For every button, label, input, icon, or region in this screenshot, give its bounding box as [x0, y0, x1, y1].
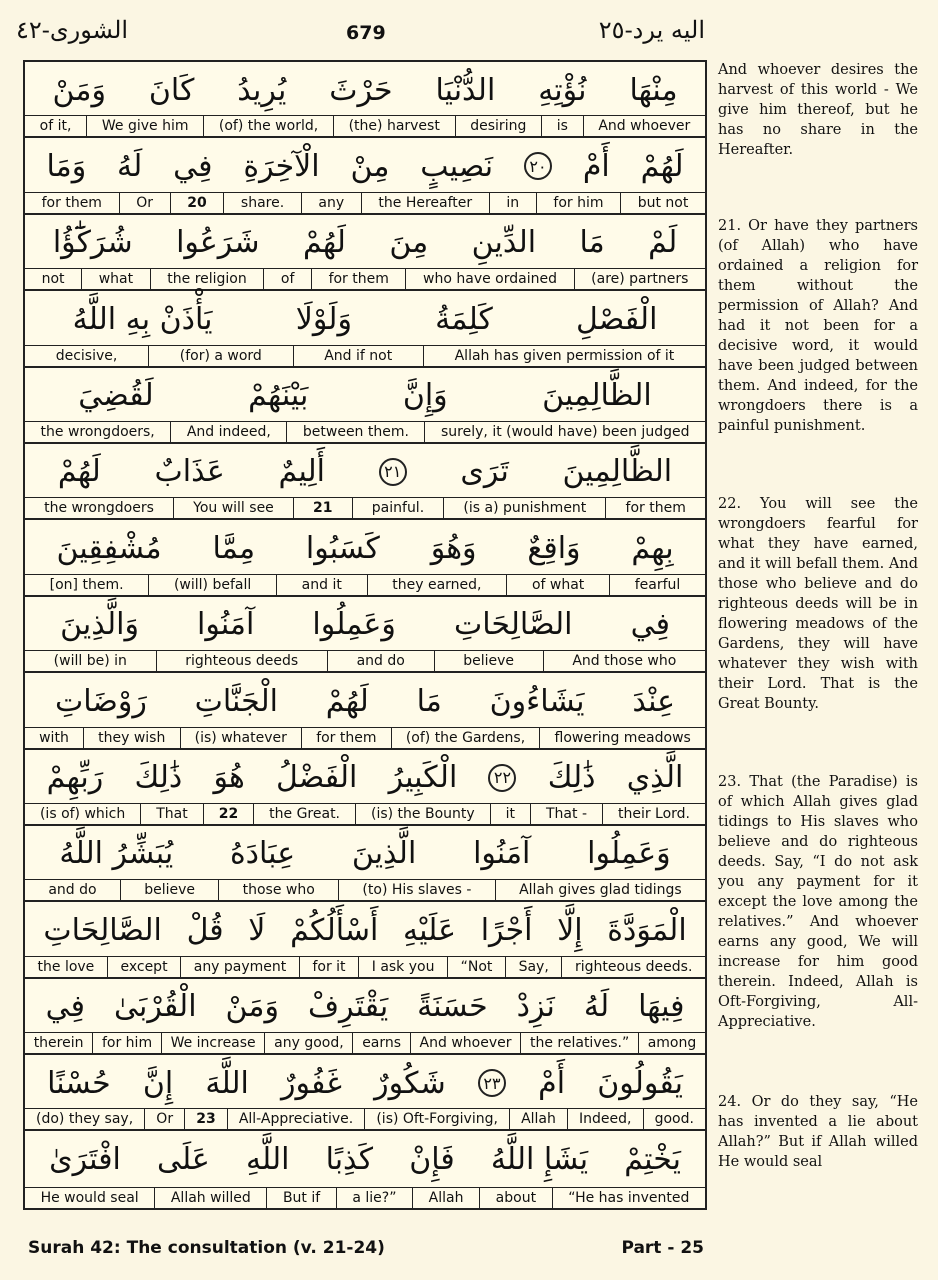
arabic-line: [25, 138, 705, 194]
arabic-word: أَمْ: [538, 1065, 566, 1101]
english-gloss-line: [25, 421, 705, 442]
english-gloss: painful.: [352, 498, 444, 518]
verse-number-marker: ٢١: [379, 458, 407, 486]
arabic-word: مِنَ: [389, 225, 429, 261]
arabic-word: إِنَّ: [142, 1065, 174, 1101]
translation-paragraph: 24. Or do they say, “He has invented a lie about Allah?” But if Allah willed He would seal: [718, 1094, 918, 1170]
arabic-word: يَخْتِمْ: [624, 1141, 681, 1177]
arabic-word: الْجَنَّاتِ: [194, 683, 278, 719]
english-gloss: (to) His slaves -: [338, 880, 495, 900]
grid-row: [25, 597, 705, 673]
arabic-line: [25, 902, 705, 958]
arabic-word: أَجْرًا: [480, 912, 533, 948]
arabic-word: لَقُضِيَ: [78, 378, 154, 414]
arabic-word: الَّذِينَ: [351, 836, 417, 872]
page-number: 679: [346, 22, 386, 44]
english-gloss: any: [301, 193, 361, 213]
arabic-word: يَقُولُونَ: [597, 1065, 683, 1101]
english-gloss: and do: [48, 882, 97, 899]
arabic-line: [25, 1055, 705, 1111]
arabic-word: الصَّالِحَاتِ: [43, 912, 162, 948]
english-gloss-line: [25, 650, 705, 671]
arabic-word: يُرِيدُ: [237, 72, 287, 108]
english-gloss: but not: [620, 193, 705, 213]
arabic-word: غَفُورٌ: [281, 1065, 342, 1101]
english-gloss: the Hereafter: [361, 193, 489, 213]
arabic-word: حَرْثَ: [329, 72, 393, 108]
english-gloss: righteous deeds.: [561, 957, 705, 977]
translation-paragraph: 21. Or have they partners (of Allah) who have ordained a religion for them without the permission of Allah? And had it not been for a decisive word, it would have been judged between them. And indeed, for the wrongdoers there is a painful punishment.: [718, 218, 918, 434]
english-gloss: “He has invented: [552, 1188, 705, 1208]
english-gloss: those who: [218, 880, 338, 900]
arabic-word: كَذِبًا: [325, 1141, 374, 1177]
page-footer: [28, 1238, 908, 1258]
grid-row: [25, 673, 705, 749]
english-gloss: And whoever: [583, 116, 705, 136]
arabic-word: يَأْذَنْ بِهِ اللَّهُ: [72, 301, 213, 337]
english-gloss: between them.: [286, 422, 424, 442]
arabic-word: كَانَ: [148, 72, 195, 108]
grid-row: [25, 444, 705, 520]
grid-row: [25, 368, 705, 444]
grid-row: [25, 979, 705, 1055]
english-gloss-line: [25, 345, 705, 366]
arabic-word: وَمَا: [46, 148, 87, 184]
english-gloss: That: [140, 804, 202, 824]
arabic-word: فَإِنْ: [409, 1141, 455, 1177]
english-gloss-line: [25, 268, 705, 289]
arabic-word: لَا: [248, 912, 266, 948]
english-gloss: Allah has given permission of it: [423, 346, 705, 366]
english-gloss: (will be) in: [53, 653, 127, 670]
arabic-word: الدِّينِ: [471, 225, 537, 261]
arabic-word: يُبَشِّرُ اللَّهُ: [59, 836, 174, 872]
arabic-word: مَا: [579, 225, 605, 261]
translation-column: [718, 60, 918, 1172]
arabic-word: هُوَ: [213, 760, 245, 796]
arabic-line: [25, 444, 705, 500]
arabic-word: عَذَابٌ: [154, 454, 225, 490]
arabic-word: مِمَّا: [212, 530, 256, 566]
verse-number-gloss: 20: [170, 193, 224, 213]
english-gloss: about: [479, 1188, 552, 1208]
english-gloss: Allah willed: [154, 1188, 266, 1208]
english-gloss: among: [638, 1033, 705, 1053]
english-gloss: in: [489, 193, 536, 213]
english-gloss-line: [25, 1032, 705, 1053]
arabic-word: لَهُ: [583, 989, 610, 1025]
arabic-word: وَإِنَّ: [402, 378, 448, 414]
arabic-word: لَهُ: [117, 148, 143, 184]
part-name-arabic: اليه يرد-٢٥: [598, 16, 705, 44]
english-gloss: We give him: [86, 116, 203, 136]
english-gloss: (is a) punishment: [443, 498, 605, 518]
english-gloss-line: [25, 1108, 705, 1129]
english-gloss: for them: [311, 269, 405, 289]
arabic-word: وَاقِعٌ: [527, 530, 581, 566]
english-gloss-line: [25, 192, 705, 213]
translation-paragraph: 22. You will see the wrongdoers fearful for what they have earned, and it will befall them. And those who believe and do righteous deeds will be in flowering meadows of the Gardens, they will have whatever they wish with their Lord. That is the Great Bounty.: [718, 496, 918, 712]
verse-number-marker: ٢٠: [524, 152, 552, 180]
english-gloss: any good,: [264, 1033, 352, 1053]
arabic-word: الدُّنْيَا: [435, 72, 496, 108]
english-gloss: what: [81, 269, 150, 289]
arabic-word: لَهُمْ: [640, 148, 684, 184]
arabic-word: وَمَنْ: [52, 72, 106, 108]
english-gloss: And indeed,: [170, 422, 286, 442]
arabic-word: رَبِّهِمْ: [46, 760, 104, 796]
english-gloss: (is) the Bounty: [355, 804, 490, 824]
arabic-word: مُشْفِقِينَ: [56, 530, 162, 566]
footer-part: Part - 25: [621, 1238, 704, 1258]
arabic-word: شَرَعُوا: [176, 225, 260, 261]
grid-row: [25, 138, 705, 214]
grid-row: [25, 62, 705, 138]
english-gloss: they earned,: [367, 575, 507, 595]
english-gloss: for them: [41, 194, 102, 211]
grid-row: [25, 1055, 705, 1131]
arabic-word: اللَّهَ: [205, 1065, 249, 1101]
verse-number-gloss: 23: [184, 1109, 227, 1129]
english-gloss: And whoever: [410, 1033, 520, 1053]
arabic-word: الْقُرْبَىٰ: [113, 989, 197, 1025]
english-gloss: with: [39, 729, 69, 746]
english-gloss-line: [25, 574, 705, 595]
arabic-word: نَزِدْ: [516, 989, 555, 1025]
arabic-word: كَسَبُوا: [305, 530, 380, 566]
english-gloss: of: [263, 269, 311, 289]
english-gloss: flowering meadows: [539, 728, 705, 748]
english-gloss: (for) a word: [148, 346, 292, 366]
arabic-word: أَسْأَلُكُمْ: [290, 912, 379, 948]
arabic-word: لَمْ: [648, 225, 678, 261]
english-gloss: Allah: [412, 1188, 479, 1208]
english-gloss: of what: [506, 575, 609, 595]
arabic-word: وَلَوْلَا: [295, 301, 352, 337]
english-gloss: they wish: [83, 728, 180, 748]
english-gloss: (of) the world,: [203, 116, 333, 136]
english-gloss: and do: [327, 651, 434, 671]
arabic-word: يَقْتَرِفْ: [307, 989, 389, 1025]
arabic-word: عِبَادَهُ: [229, 836, 296, 872]
arabic-word: فِي: [45, 989, 85, 1025]
english-gloss: Or: [119, 193, 170, 213]
english-gloss: fearful: [609, 575, 705, 595]
arabic-word: اللَّهِ: [245, 1141, 290, 1177]
english-gloss: Indeed,: [567, 1109, 643, 1129]
english-gloss: for him: [536, 193, 620, 213]
arabic-word: رَوْضَاتِ: [54, 683, 147, 719]
english-gloss: (the) harvest: [333, 116, 455, 136]
english-gloss: the religion: [150, 269, 264, 289]
english-gloss: You will see: [173, 498, 293, 518]
english-gloss: That -: [530, 804, 602, 824]
english-gloss: surely, it (would have) been judged: [424, 422, 705, 442]
verse-number-gloss: 22: [203, 804, 253, 824]
grid-row: [25, 902, 705, 978]
arabic-line: [25, 520, 705, 576]
english-gloss: of it,: [39, 118, 72, 135]
arabic-word: وَالَّذِينَ: [60, 607, 139, 643]
english-gloss-line: [25, 497, 705, 518]
arabic-word: كَلِمَةُ: [435, 301, 493, 337]
english-gloss: Allah: [509, 1109, 567, 1129]
grid-row: [25, 291, 705, 367]
arabic-word: لَهُمْ: [302, 225, 346, 261]
arabic-line: [25, 826, 705, 882]
arabic-line: [25, 673, 705, 729]
english-gloss: for it: [299, 957, 358, 977]
english-gloss: good.: [643, 1109, 705, 1129]
english-gloss: And those who: [543, 651, 705, 671]
arabic-word: الْكَبِيرُ: [388, 760, 458, 796]
translation-paragraph: And whoever desires the harvest of this world - We give him thereof, but he has no share in the Hereafter.: [718, 62, 918, 158]
english-gloss-line: [25, 1187, 705, 1208]
verse-number-marker: ٢٣: [478, 1069, 506, 1097]
english-gloss: I ask you: [358, 957, 447, 977]
arabic-line: [25, 215, 705, 271]
english-gloss: except: [107, 957, 180, 977]
english-gloss: for them: [605, 498, 705, 518]
arabic-word: لَهُمْ: [325, 683, 369, 719]
english-gloss: the love: [37, 958, 95, 975]
arabic-word: حُسْنًا: [47, 1065, 111, 1101]
grid-row: [25, 750, 705, 826]
arabic-word: مَا: [416, 683, 442, 719]
english-gloss: any payment: [180, 957, 299, 977]
english-gloss: their Lord.: [602, 804, 705, 824]
arabic-word: بَيْنَهُمْ: [248, 378, 309, 414]
english-gloss: decisive,: [55, 347, 118, 364]
english-gloss: share.: [223, 193, 301, 213]
arabic-word: وَعَمِلُوا: [312, 607, 396, 643]
translation-paragraph: 23. That (the Paradise) is of which Allah gives glad tidings to His slaves who believe and do righteous deeds. Say, “I do not ask you any payment for it except the love among the relatives.” And whoever earns any good, We will increase for him good therein. Indeed, Allah is Oft-Forgiving, All-Appreciative.: [718, 774, 918, 1030]
arabic-line: [25, 750, 705, 806]
arabic-word: آمَنُوا: [473, 836, 531, 872]
english-gloss: a lie?”: [336, 1188, 412, 1208]
english-gloss: believe: [434, 651, 543, 671]
english-gloss: (of) the Gardens,: [391, 728, 540, 748]
english-gloss: And if not: [293, 346, 423, 366]
arabic-word: الْمَوَدَّةَ: [607, 912, 687, 948]
arabic-word: قُلْ: [186, 912, 224, 948]
english-gloss: the wrongdoers,: [40, 423, 155, 440]
english-gloss-line: [25, 727, 705, 748]
arabic-word: يَشَاءُونَ: [489, 683, 585, 719]
english-gloss: (are) partners: [574, 269, 705, 289]
arabic-word: افْتَرَىٰ: [49, 1141, 121, 1177]
english-gloss: is: [541, 116, 583, 136]
english-gloss-line: [25, 879, 705, 900]
english-gloss: (do) they say,: [36, 1111, 134, 1128]
arabic-word: إِلَّا: [557, 912, 583, 948]
grid-row: [25, 215, 705, 291]
english-gloss: desiring: [455, 116, 542, 136]
arabic-word: أَلِيمٌ: [278, 454, 325, 490]
arabic-word: الظَّالِمِينَ: [562, 454, 673, 490]
english-gloss: the wrongdoers: [44, 500, 154, 517]
arabic-word: وَمَنْ: [225, 989, 279, 1025]
english-gloss: Allah gives glad tidings: [495, 880, 705, 900]
arabic-word: شَكُورٌ: [374, 1065, 446, 1101]
arabic-word: الْآخِرَةِ: [243, 148, 320, 184]
english-gloss: (is of) which: [39, 805, 126, 822]
english-gloss-line: [25, 956, 705, 977]
arabic-word: عَلَى: [157, 1141, 210, 1177]
english-gloss-line: [25, 115, 705, 136]
arabic-word: الْفَضْلُ: [275, 760, 358, 796]
english-gloss: righteous deeds: [156, 651, 327, 671]
arabic-word: وَعَمِلُوا: [587, 836, 671, 872]
arabic-line: [25, 291, 705, 347]
grid-row: [25, 520, 705, 596]
english-gloss: Or: [144, 1109, 184, 1129]
english-gloss: “Not: [447, 957, 505, 977]
arabic-word: آمَنُوا: [197, 607, 255, 643]
grid-row: [25, 1131, 705, 1207]
footer-surah-title: Surah 42: The consultation (v. 21-24): [28, 1238, 385, 1258]
arabic-word: يَشَإِ اللَّهُ: [490, 1141, 589, 1177]
arabic-word: ذَٰلِكَ: [547, 760, 596, 796]
english-gloss: But if: [266, 1188, 335, 1208]
arabic-word: نُؤْتِهِ: [538, 72, 587, 108]
english-gloss: for them: [301, 728, 391, 748]
english-gloss: believe: [120, 880, 218, 900]
arabic-word: الصَّالِحَاتِ: [454, 607, 573, 643]
arabic-line: [25, 597, 705, 653]
english-gloss: for him: [92, 1033, 161, 1053]
arabic-word: عِنْدَ: [632, 683, 676, 719]
surah-name-arabic: الشورى-٤٢: [16, 16, 129, 44]
arabic-word: تَرَى: [460, 454, 509, 490]
english-gloss: not: [41, 271, 65, 288]
english-gloss: the relatives.”: [520, 1033, 638, 1053]
arabic-word: مِنْهَا: [629, 72, 678, 108]
verse-number-gloss: 21: [293, 498, 352, 518]
verse-number-marker: ٢٢: [488, 764, 516, 792]
arabic-word: فِي: [173, 148, 213, 184]
english-gloss: it: [490, 804, 530, 824]
arabic-word: شُرَكَٰٓؤُا: [52, 225, 133, 261]
arabic-word: حَسَنَةً: [417, 989, 488, 1025]
english-gloss: (is) whatever: [180, 728, 302, 748]
arabic-word: مِنْ: [350, 148, 390, 184]
arabic-word: الظَّالِمِينَ: [542, 378, 652, 414]
arabic-word: لَهُمْ: [57, 454, 101, 490]
english-gloss: therein: [33, 1035, 84, 1052]
arabic-line: [25, 368, 705, 424]
arabic-word: أَمْ: [582, 148, 610, 184]
english-gloss: (will) befall: [148, 575, 276, 595]
english-gloss: (is) Oft-Forgiving,: [364, 1109, 509, 1129]
page-header: [0, 0, 938, 56]
english-gloss: He would seal: [40, 1189, 139, 1206]
arabic-word: فِيهَا: [638, 989, 685, 1025]
word-by-word-grid: [23, 60, 707, 1210]
arabic-line: [25, 979, 705, 1035]
arabic-word: ذَٰلِكَ: [134, 760, 183, 796]
arabic-word: نَصِيبٍ: [420, 148, 494, 184]
arabic-word: بِهِمْ: [631, 530, 674, 566]
arabic-word: الْفَصْلِ: [576, 301, 658, 337]
english-gloss: [on] them.: [49, 576, 124, 593]
english-gloss: Say,: [505, 957, 561, 977]
english-gloss: earns: [352, 1033, 409, 1053]
arabic-line: [25, 1131, 705, 1187]
english-gloss: All-Appreciative.: [227, 1109, 365, 1129]
english-gloss: We increase: [161, 1033, 265, 1053]
arabic-word: عَلَيْهِ: [403, 912, 457, 948]
grid-row: [25, 826, 705, 902]
english-gloss-line: [25, 803, 705, 824]
arabic-word: وَهُوَ: [430, 530, 477, 566]
arabic-word: فِي: [630, 607, 670, 643]
arabic-word: الَّذِي: [626, 760, 684, 796]
english-gloss: who have ordained: [405, 269, 573, 289]
english-gloss: and it: [276, 575, 367, 595]
arabic-line: [25, 62, 705, 118]
english-gloss: the Great.: [253, 804, 355, 824]
